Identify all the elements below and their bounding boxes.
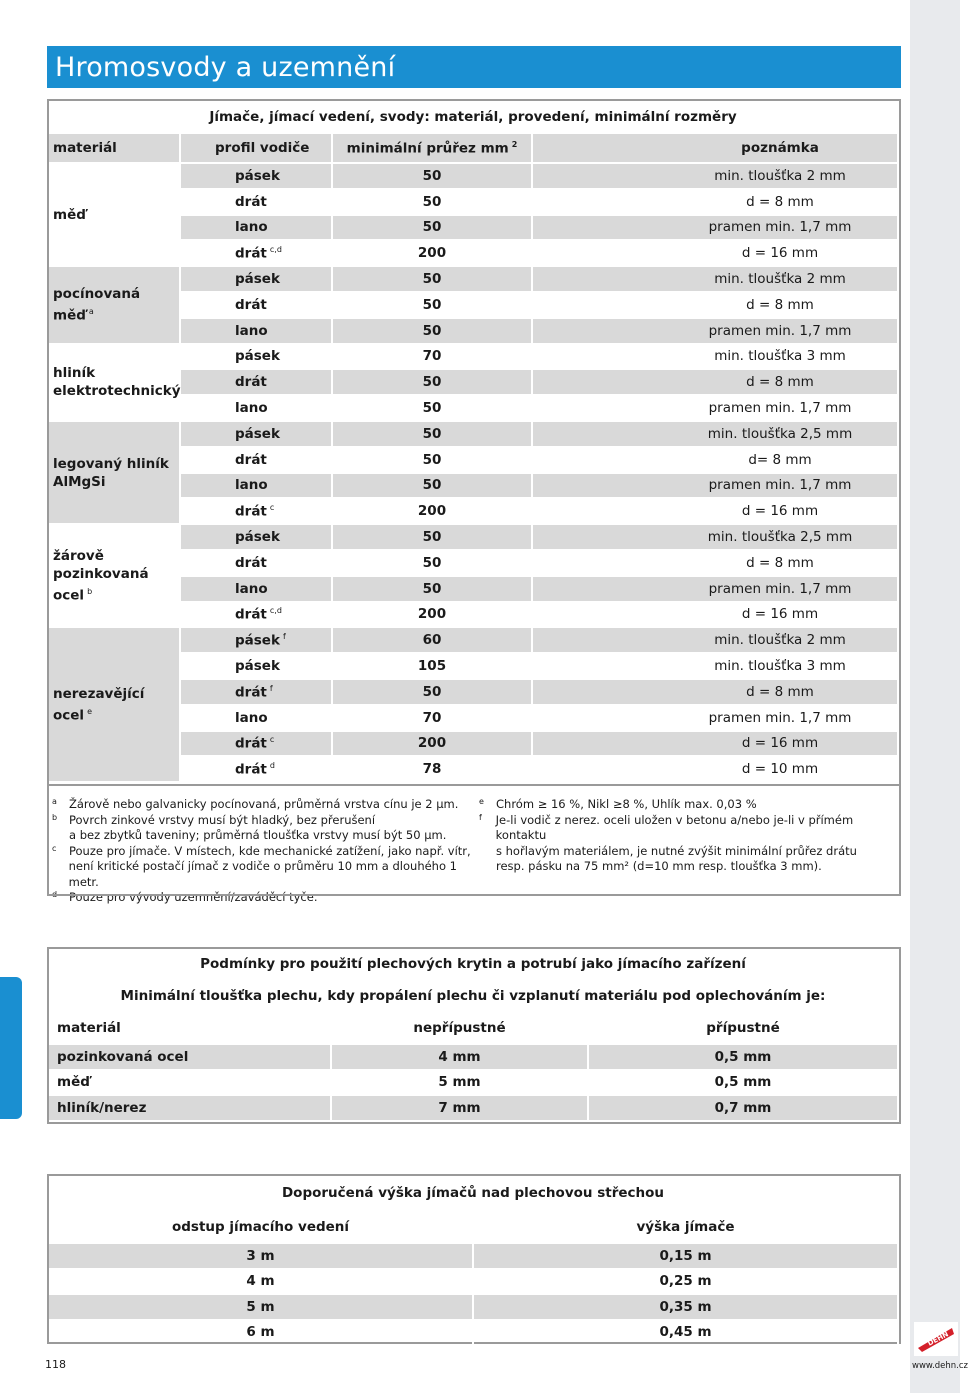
section-value: 50 bbox=[333, 525, 533, 551]
sheet-table-title: Podmínky pro použití plechových krytin a potrubí jako jímacího zařízení bbox=[49, 949, 899, 981]
section-value: 50 bbox=[333, 422, 533, 448]
section-value: 50 bbox=[333, 319, 533, 345]
height-value: 0,25 m bbox=[474, 1270, 899, 1296]
material-name: pocínovaná měď bbox=[53, 286, 141, 324]
material-cell bbox=[49, 422, 181, 525]
profile-cell bbox=[181, 396, 333, 422]
profile-cell bbox=[181, 164, 333, 190]
blue-page-tab bbox=[0, 977, 22, 1119]
section-value: 50 bbox=[333, 190, 533, 216]
note-value: min. tloušťka 3 mm bbox=[533, 345, 899, 371]
section-value: 60 bbox=[333, 628, 533, 654]
profile-cell bbox=[181, 654, 333, 680]
note-value: d = 8 mm bbox=[533, 680, 899, 706]
note-value: d= 8 mm bbox=[533, 448, 899, 474]
sheet-forbidden: 5 mm bbox=[332, 1071, 589, 1097]
sheet-forbidden: 4 mm bbox=[332, 1045, 589, 1071]
profile-cell bbox=[181, 241, 333, 267]
profile-footnote-mark: c,d bbox=[269, 245, 282, 255]
profile-footnote-mark: c bbox=[269, 735, 275, 745]
footnote-text: Žárově nebo galvanicky pocínovaná, průměrná vrstva cínu je 2 μm. bbox=[69, 797, 459, 811]
profile-name: lano bbox=[235, 322, 268, 339]
height-row bbox=[49, 1321, 899, 1347]
footnote-mark: e bbox=[479, 797, 484, 806]
height-header-height: výška jímače bbox=[474, 1212, 899, 1244]
header-profile: profil vodiče bbox=[181, 134, 333, 164]
footnote-text: Pouze pro vývody uzemnění/zaváděcí tyče. bbox=[69, 890, 318, 904]
profile-footnote-mark: c bbox=[269, 503, 275, 512]
material-cell bbox=[49, 628, 181, 783]
section-value: 200 bbox=[333, 603, 533, 629]
note-value: d = 16 mm bbox=[533, 732, 899, 758]
profile-name: lano bbox=[235, 477, 268, 494]
note-value: min. tloušťka 2,5 mm bbox=[533, 525, 899, 551]
profile-name: pásek bbox=[235, 167, 280, 184]
footnote-mark: b bbox=[52, 812, 58, 822]
profile-name: pásek bbox=[235, 425, 280, 442]
profile-cell bbox=[181, 267, 333, 293]
footnote-mark: a bbox=[52, 797, 57, 806]
profile-name: drát bbox=[235, 374, 267, 391]
height-distance: 6 m bbox=[49, 1321, 474, 1347]
profile-name: lano bbox=[235, 580, 268, 597]
footnote-mark: d bbox=[52, 890, 58, 899]
profile-footnote-mark: f bbox=[269, 683, 273, 693]
sheet-forbidden: 7 mm bbox=[332, 1096, 589, 1122]
profile-name: drát bbox=[235, 684, 267, 701]
section-value: 50 bbox=[333, 680, 533, 706]
material-name: hliník elektrotechnický bbox=[53, 365, 181, 400]
height-row bbox=[49, 1244, 899, 1270]
profile-cell bbox=[181, 551, 333, 577]
profile-cell bbox=[181, 474, 333, 500]
note-value: pramen min. 1,7 mm bbox=[533, 706, 899, 732]
material-footnote-mark: b bbox=[87, 587, 93, 596]
material-footnote-mark: e bbox=[87, 706, 92, 716]
sheet-header-material: materiál bbox=[49, 1013, 332, 1045]
section-value: 50 bbox=[333, 448, 533, 474]
profile-name: drát bbox=[235, 606, 267, 623]
material-row bbox=[49, 345, 899, 371]
profile-cell bbox=[181, 422, 333, 448]
logo-text: DEHN bbox=[926, 1330, 950, 1348]
material-row bbox=[49, 525, 899, 551]
page-title: Hromosvody a uzemnění bbox=[47, 46, 901, 88]
footnote-mark: f bbox=[479, 812, 482, 822]
section-value: 200 bbox=[333, 732, 533, 758]
sheet-material: pozinkovaná ocel bbox=[49, 1045, 332, 1071]
profile-name: pásek bbox=[235, 271, 280, 288]
section-value: 70 bbox=[333, 345, 533, 371]
height-header-distance: odstup jímacího vedení bbox=[49, 1212, 474, 1244]
note-value: min. tloušťka 2 mm bbox=[533, 164, 899, 190]
website-url: www.dehn.cz bbox=[912, 1361, 968, 1371]
footnotes-frame bbox=[47, 786, 901, 896]
sheet-thickness-table bbox=[47, 947, 901, 1124]
note-value: d = 8 mm bbox=[533, 190, 899, 216]
footnote-mark: c bbox=[52, 843, 57, 853]
materials-table bbox=[47, 99, 901, 786]
height-table-title: Doporučená výška jímačů nad plechovou střechou bbox=[49, 1176, 899, 1212]
profile-name: pásek bbox=[235, 348, 280, 365]
profile-name: drát bbox=[235, 193, 267, 210]
section-value: 200 bbox=[333, 499, 533, 525]
footnote-text: Je-li vodič z nerez. oceli uložen v betonu a/nebo je-li v přímém kontaktu bbox=[495, 812, 854, 842]
profile-cell bbox=[181, 345, 333, 371]
profile-name: drát bbox=[235, 761, 267, 778]
note-value: min. tloušťka 2,5 mm bbox=[533, 422, 899, 448]
profile-cell bbox=[181, 680, 333, 706]
profile-cell bbox=[181, 448, 333, 474]
rod-height-table bbox=[47, 1174, 901, 1344]
page-number: 118 bbox=[45, 1358, 66, 1371]
note-value: pramen min. 1,7 mm bbox=[533, 319, 899, 345]
profile-cell bbox=[181, 603, 333, 629]
footnote-text: s hořlavým materiálem, je nutné zvýšit minimální průřez drátu bbox=[496, 843, 857, 858]
note-value: d = 16 mm bbox=[533, 603, 899, 629]
profile-cell bbox=[181, 319, 333, 345]
profile-cell bbox=[181, 370, 333, 396]
note-value: min. tloušťka 2 mm bbox=[533, 267, 899, 293]
profile-footnote-mark: d bbox=[269, 760, 275, 770]
profile-name: pásek bbox=[235, 658, 280, 675]
material-name: nerezavějící ocel bbox=[53, 685, 145, 724]
section-value: 50 bbox=[333, 474, 533, 500]
profile-name: pásek bbox=[235, 529, 280, 546]
sheet-material: hliník/nerez bbox=[49, 1096, 332, 1122]
right-sidebar-strip bbox=[910, 0, 960, 1393]
section-value: 78 bbox=[333, 757, 533, 783]
profile-cell bbox=[181, 706, 333, 732]
sheet-row bbox=[49, 1071, 899, 1097]
section-value: 50 bbox=[333, 293, 533, 319]
section-value: 50 bbox=[333, 370, 533, 396]
profile-name: drát bbox=[235, 451, 267, 468]
profile-name: drát bbox=[235, 296, 267, 313]
profile-name: lano bbox=[235, 219, 268, 236]
footnote-text: není kritické postačí jímač z vodiče o průměru 10 mm a dlouhého 1 metr. bbox=[68, 859, 457, 889]
material-name: měď bbox=[53, 206, 86, 223]
height-distance: 3 m bbox=[49, 1244, 474, 1270]
profile-footnote-mark: c,d bbox=[269, 606, 282, 616]
section-value: 50 bbox=[333, 577, 533, 603]
sheet-allowed: 0,5 mm bbox=[589, 1071, 899, 1097]
note-value: d = 10 mm bbox=[533, 757, 899, 783]
height-distance: 5 m bbox=[49, 1295, 474, 1321]
sheet-header-allowed: přípustné bbox=[589, 1013, 899, 1045]
profile-name: lano bbox=[235, 709, 268, 726]
material-row bbox=[49, 628, 899, 654]
header-section: minimální průřez mm $^2$ bbox=[333, 134, 533, 164]
note-value: d = 16 mm bbox=[533, 241, 899, 267]
profile-footnote-mark: f bbox=[282, 631, 286, 641]
note-value: pramen min. 1,7 mm bbox=[533, 577, 899, 603]
note-value: d = 8 mm bbox=[533, 370, 899, 396]
section-value: 50 bbox=[333, 396, 533, 422]
footnote-text: a bez zbytků taveniny; průměrná tloušťka vrstvy musí být 50 μm. bbox=[69, 828, 447, 842]
profile-cell bbox=[181, 628, 333, 654]
height-distance: 4 m bbox=[49, 1270, 474, 1296]
profile-name: pásek bbox=[235, 632, 280, 649]
profile-name: drát bbox=[235, 554, 267, 571]
sheet-header-forbidden: nepřípustné bbox=[332, 1013, 589, 1045]
sheet-row bbox=[49, 1045, 899, 1071]
height-value: 0,35 m bbox=[474, 1295, 899, 1321]
profile-name: drát bbox=[235, 245, 267, 262]
section-value: 50 bbox=[333, 164, 533, 190]
material-cell bbox=[49, 345, 181, 422]
note-value: pramen min. 1,7 mm bbox=[533, 474, 899, 500]
material-cell bbox=[49, 267, 181, 344]
note-value: d = 8 mm bbox=[533, 293, 899, 319]
sheet-allowed: 0,5 mm bbox=[589, 1045, 899, 1071]
profile-name: drát bbox=[235, 503, 267, 520]
header-note: poznámka bbox=[533, 134, 899, 164]
height-value: 0,15 m bbox=[474, 1244, 899, 1270]
height-value: 0,45 m bbox=[474, 1321, 899, 1347]
profile-cell bbox=[181, 216, 333, 242]
note-value: min. tloušťka 2 mm bbox=[533, 628, 899, 654]
footnote-text: resp. pásku na 75 mm² (d=10 mm resp. tloušťka 3 mm). bbox=[496, 859, 822, 873]
note-value: min. tloušťka 3 mm bbox=[533, 654, 899, 680]
note-value: pramen min. 1,7 mm bbox=[533, 396, 899, 422]
profile-cell bbox=[181, 732, 333, 758]
sheet-table-subtitle: Minimální tloušťka plechu, kdy propálení plechu či vzplanutí materiálu pod oplechováním je: bbox=[49, 981, 899, 1013]
profile-cell bbox=[181, 190, 333, 216]
profile-cell bbox=[181, 757, 333, 783]
material-name: žárově pozinkovaná ocel bbox=[53, 548, 149, 604]
sheet-material: měď bbox=[49, 1071, 332, 1097]
section-value: 200 bbox=[333, 241, 533, 267]
material-cell bbox=[49, 164, 181, 267]
material-row bbox=[49, 164, 899, 190]
header-material: materiál bbox=[49, 134, 181, 164]
material-row bbox=[49, 267, 899, 293]
sheet-row bbox=[49, 1096, 899, 1122]
dehn-logo bbox=[914, 1322, 958, 1356]
section-value: 50 bbox=[333, 216, 533, 242]
footnote-text: Pouze pro jímače. V místech, kde mechanické zatížení, jako např. vítr, bbox=[69, 843, 471, 858]
section-value: 105 bbox=[333, 654, 533, 680]
footnote-text: Povrch zinkové vrstvy musí být hladký, bez přerušení bbox=[69, 812, 376, 827]
height-row bbox=[49, 1295, 899, 1321]
material-footnote-mark: a bbox=[88, 307, 94, 317]
note-value: pramen min. 1,7 mm bbox=[533, 216, 899, 242]
section-value: 50 bbox=[333, 267, 533, 293]
note-value: d = 16 mm bbox=[533, 499, 899, 525]
sheet-allowed: 0,7 mm bbox=[589, 1096, 899, 1122]
profile-cell bbox=[181, 293, 333, 319]
note-value: d = 8 mm bbox=[533, 551, 899, 577]
profile-name: drát bbox=[235, 735, 267, 752]
height-row bbox=[49, 1270, 899, 1296]
material-cell bbox=[49, 525, 181, 628]
material-row bbox=[49, 422, 899, 448]
profile-cell bbox=[181, 577, 333, 603]
profile-cell bbox=[181, 525, 333, 551]
material-name: legovaný hliník AlMgSi bbox=[53, 455, 169, 490]
section-value: 70 bbox=[333, 706, 533, 732]
profile-cell bbox=[181, 499, 333, 525]
materials-table-title: Jímače, jímací vedení, svody: materiál, provedení, minimální rozměry bbox=[49, 101, 899, 134]
section-value: 50 bbox=[333, 551, 533, 577]
footnote-text: Chróm ≥ 16 %, Nikl ≥8 %, Uhlík max. 0,03 % bbox=[496, 797, 757, 811]
profile-name: lano bbox=[235, 400, 268, 417]
